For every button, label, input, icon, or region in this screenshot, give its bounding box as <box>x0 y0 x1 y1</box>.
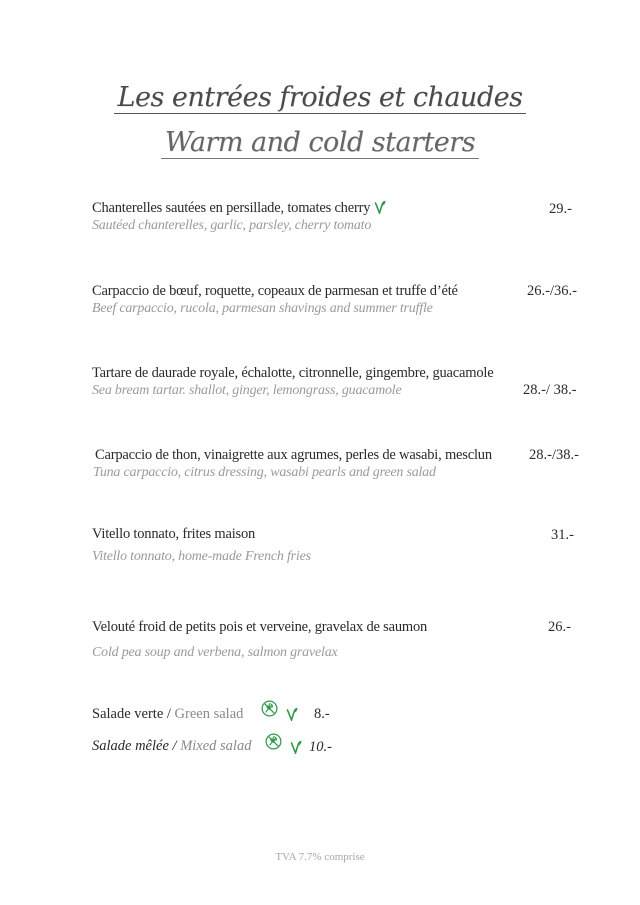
page-title-en <box>0 127 640 159</box>
menu-item-name-fr: Tartare de daurade royale, échalotte, citronnelle, gingembre, guacamole <box>92 365 494 381</box>
menu-item-name-fr: Carpaccio de thon, vinaigrette aux agrumes, perles de wasabi, mesclun <box>95 447 492 463</box>
salad-icons <box>265 733 302 757</box>
salad-price: 10.- <box>309 739 332 755</box>
salad-icons <box>261 700 298 724</box>
menu-item-name-fr: Velouté froid de petits pois et verveine, gravelax de saumon <box>92 619 428 635</box>
gluten-free-icon <box>265 733 282 750</box>
vegetarian-icon <box>374 200 386 214</box>
item-name-fr-text: Chanterelles sautées en persillade, tomates cherry <box>92 200 371 216</box>
menu-item <box>95 447 595 481</box>
menu-item <box>92 365 592 399</box>
menu-item-price: 28.-/38.- <box>529 447 579 463</box>
menu-item-price: 31.- <box>551 527 574 543</box>
salad-name-fr: Salade verte / <box>92 706 171 722</box>
menu-item <box>92 526 592 565</box>
salad-item <box>92 706 243 723</box>
page-title-fr <box>0 82 640 114</box>
salad-name-fr: Salade mêlée / <box>92 738 177 754</box>
salad-price: 8.- <box>314 706 330 722</box>
menu-item-name-en: Sea bream tartar. shallot, ginger, lemongrass, guacamole <box>92 383 402 398</box>
menu-item-name-en: Sautéed chanterelles, garlic, parsley, cherry tomato <box>92 218 372 233</box>
vegetarian-icon <box>286 707 298 721</box>
menu-item-price: 26.- <box>548 619 571 635</box>
menu-item-price: 29.- <box>549 201 572 217</box>
menu-item-name-en: Cold pea soup and verbena, salmon gravelax <box>92 645 338 660</box>
menu-item-price: 26.-/36.- <box>527 283 577 299</box>
menu-item-name-fr: Carpaccio de bœuf, roquette, copeaux de parmesan et truffe d’été <box>92 283 458 299</box>
salad-name-en: Green salad <box>174 706 244 722</box>
title-fr-text: Les entrées froides et chaudes <box>114 84 527 114</box>
menu-item-name-fr: Vitello tonnato, frites maison <box>92 526 256 542</box>
vegetarian-icon <box>290 740 302 754</box>
menu-item-name-en: Beef carpaccio, rucola, parmesan shavings and summer truffle <box>92 301 433 316</box>
menu-item <box>92 200 592 234</box>
menu-item-name-en: Tuna carpaccio, citrus dressing, wasabi pearls and green salad <box>93 465 436 480</box>
menu-item-name-en: Vitello tonnato, home-made French fries <box>92 549 311 564</box>
salad-name-en: Mixed salad <box>180 738 252 754</box>
menu-item <box>92 283 592 317</box>
title-en-text: Warm and cold starters <box>161 129 479 159</box>
menu-item-name-fr <box>92 200 592 217</box>
salad-item <box>92 738 251 755</box>
gluten-free-icon <box>261 700 278 717</box>
menu-item <box>92 619 592 661</box>
vat-note: TVA 7.7% comprise <box>275 851 365 863</box>
menu-item-price: 28.-/ 38.- <box>523 382 577 398</box>
